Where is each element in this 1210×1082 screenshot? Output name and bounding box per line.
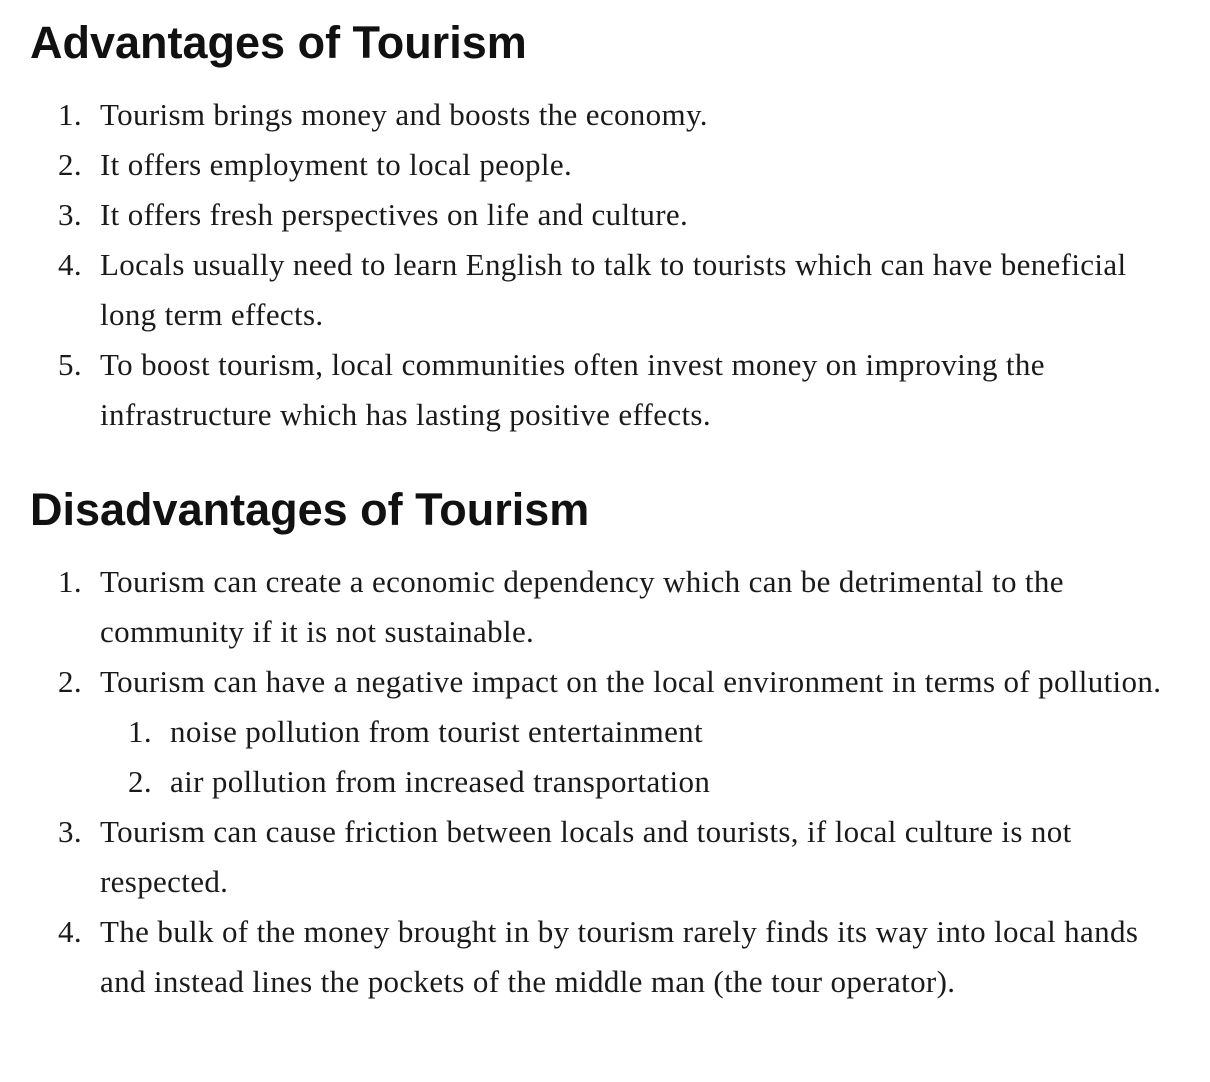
item-number: 4.: [58, 247, 82, 282]
item-number: 4.: [58, 914, 82, 949]
item-number: 2.: [58, 664, 82, 699]
item-text: To boost tourism, local communities often invest money on improving the infrastructure which has lasting positive effects.: [100, 347, 1045, 432]
item-number: 3.: [58, 197, 82, 232]
item-number: 2.: [128, 764, 152, 799]
list-item: [30, 90, 1180, 140]
item-text: Tourism can create a economic dependency which can be detrimental to the community if it is not sustainable.: [100, 564, 1064, 649]
item-number: 3.: [58, 814, 82, 849]
list-item: [30, 240, 1180, 340]
sub-list-item: [128, 707, 1175, 757]
list-item: [30, 907, 1180, 1007]
item-number: 2.: [58, 147, 82, 182]
item-text: air pollution from increased transportation: [170, 764, 711, 799]
item-number: 1.: [58, 97, 82, 132]
list-item: [30, 557, 1180, 657]
item-number: 1.: [58, 564, 82, 599]
sub-list: [100, 707, 1175, 807]
item-text: It offers fresh perspectives on life and culture.: [100, 197, 689, 232]
item-text: Tourism can cause friction between locals and tourists, if local culture is not respected.: [100, 814, 1072, 899]
list-item: [30, 657, 1180, 807]
item-number: 5.: [58, 347, 82, 382]
disadvantages-list: [30, 557, 1180, 1007]
item-text: noise pollution from tourist entertainment: [170, 714, 703, 749]
list-item: [30, 140, 1180, 190]
disadvantages-heading: Disadvantages of Tourism: [30, 484, 590, 535]
advantages-heading: Advantages of Tourism: [30, 17, 527, 68]
item-text: Tourism can have a negative impact on the local environment in terms of pollution.: [100, 664, 1162, 699]
advantages-list: [30, 90, 1180, 440]
item-text: The bulk of the money brought in by tourism rarely finds its way into local hands and instead lines the pockets of the middle man (the tour operator).: [100, 914, 1139, 999]
item-text: Tourism brings money and boosts the economy.: [100, 97, 708, 132]
item-text: Locals usually need to learn English to talk to tourists which can have beneficial long term effects.: [100, 247, 1127, 332]
list-item: [30, 190, 1180, 240]
list-item: [30, 340, 1180, 440]
item-number: 1.: [128, 714, 152, 749]
sub-list-item: [128, 757, 1175, 807]
list-item: [30, 807, 1180, 907]
item-text: It offers employment to local people.: [100, 147, 573, 182]
